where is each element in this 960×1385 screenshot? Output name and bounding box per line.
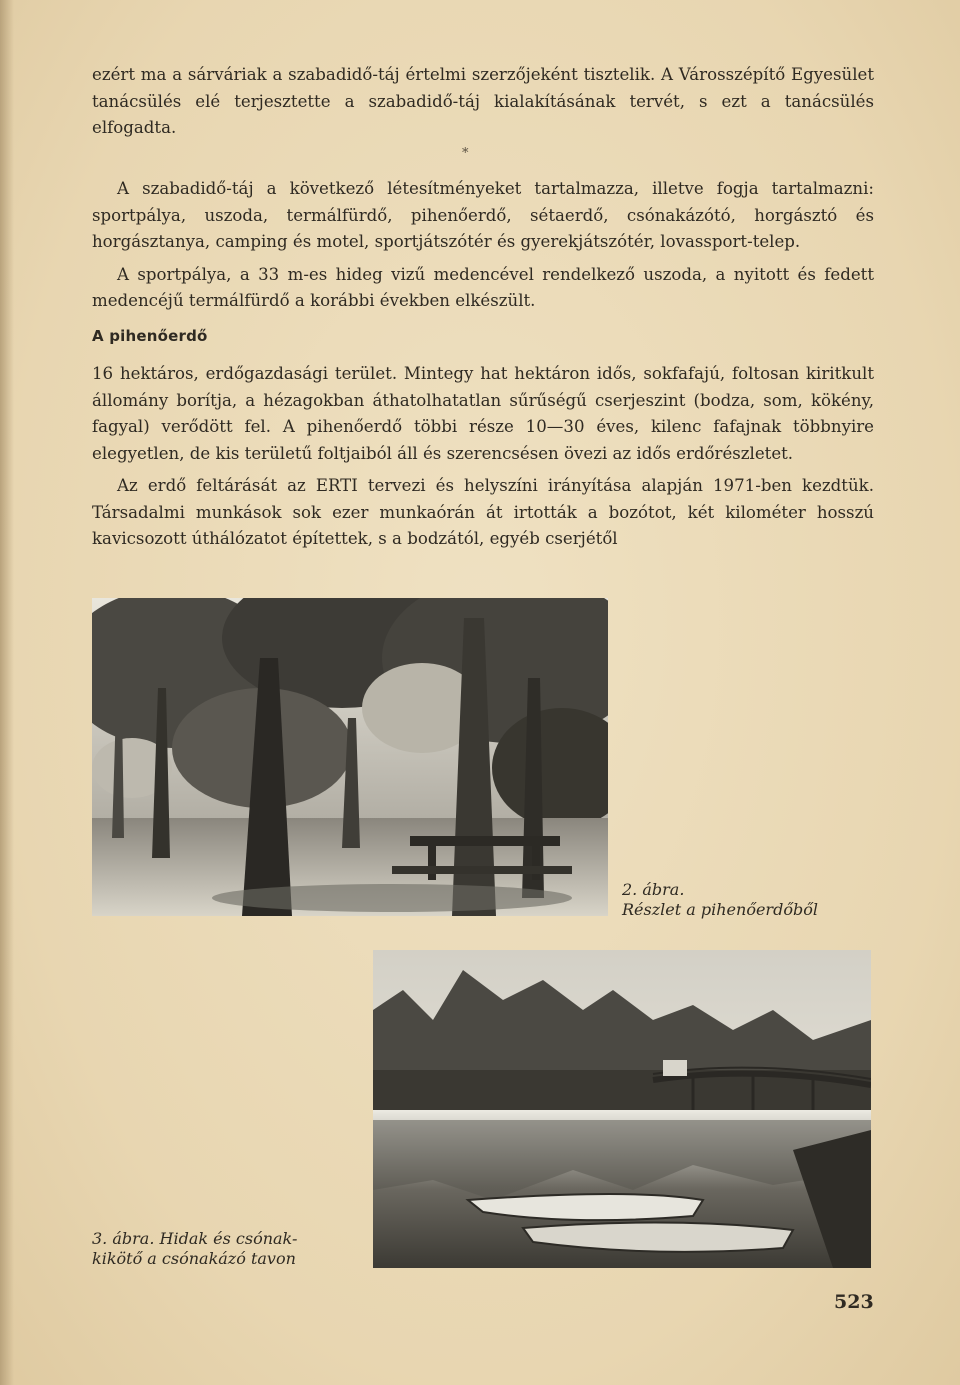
- paragraph-facilities: A szabadidő-táj a következő létesítményeket tartalmazza, illetve fogja tartalmazni: sportpálya, uszoda, termálfürdő, pihenőerdő, sétaerdő, csónakázótó, horgásztó és horgásztanya, camping és motel, sportjátszótér és gyerekjátszótér, lovassport-telep.: [92, 179, 874, 251]
- figure2-caption-text: Részlet a pihenőerdőből: [622, 900, 818, 919]
- figure3-caption: [92, 1229, 297, 1269]
- intro-block: [92, 62, 874, 142]
- page-spine-shadow: [0, 0, 14, 1385]
- figure2-caption: [622, 880, 818, 920]
- figure3-caption-line1: Hidak és csónak-: [159, 1229, 298, 1248]
- figure3-number: 3. ábra.: [92, 1229, 155, 1248]
- paragraph-forest: 16 hektáros, erdőgazdasági terület. Mintegy hat hektáron idős, sokfafajú, foltosan kiritkult állomány borítja, a hézagokban áthatolhatatlan sűrűségű cserjeszint (bodza, som, kökény, fagyal) verődött fel. A pihenőerdő többi része 10—30 éves, kilenc fafajnak többnyire elegyetlen, de kis területű foltjaiból áll és szerencsésen övezi az idős erdőrészletet.: [92, 364, 874, 463]
- figure2-number: 2. ábra.: [622, 880, 685, 899]
- lake-photo: [373, 950, 871, 1268]
- main-text-block: [92, 176, 874, 553]
- forest-photo: [92, 598, 608, 916]
- paragraph-sport: A sportpálya, a 33 m-es hideg vizű medencével rendelkező uszoda, a nyitott és fedett medencéjű termálfürdő a korábbi években elkészült.: [92, 264, 874, 310]
- paragraph-erti: Az erdő feltárását az ERTI tervezi és helyszíni irányítása alapján 1971-ben kezdtük. Társadalmi munkások sok ezer munkaórán át irtották a bozótot, két kilométer hosszú kavicsozott úthálózatot építettek, s a bodzától, egyéb cserjétől: [92, 476, 874, 548]
- section-separator: *: [462, 146, 469, 161]
- page-number: 523: [834, 1291, 874, 1313]
- paragraph-intro: ezért ma a sárváriak a szabadidő-táj értelmi szerzőjeként tisztelik. A Városszépítő Egyesület tanácsülés elé terjesztette a szabadidő-táj kialakításának tervét, s ezt a tanácsülés elfogadta.: [92, 65, 874, 137]
- figure3-caption-line2: kikötő a csónakázó tavon: [92, 1249, 296, 1268]
- section-heading: A pihenőerdő: [92, 326, 208, 345]
